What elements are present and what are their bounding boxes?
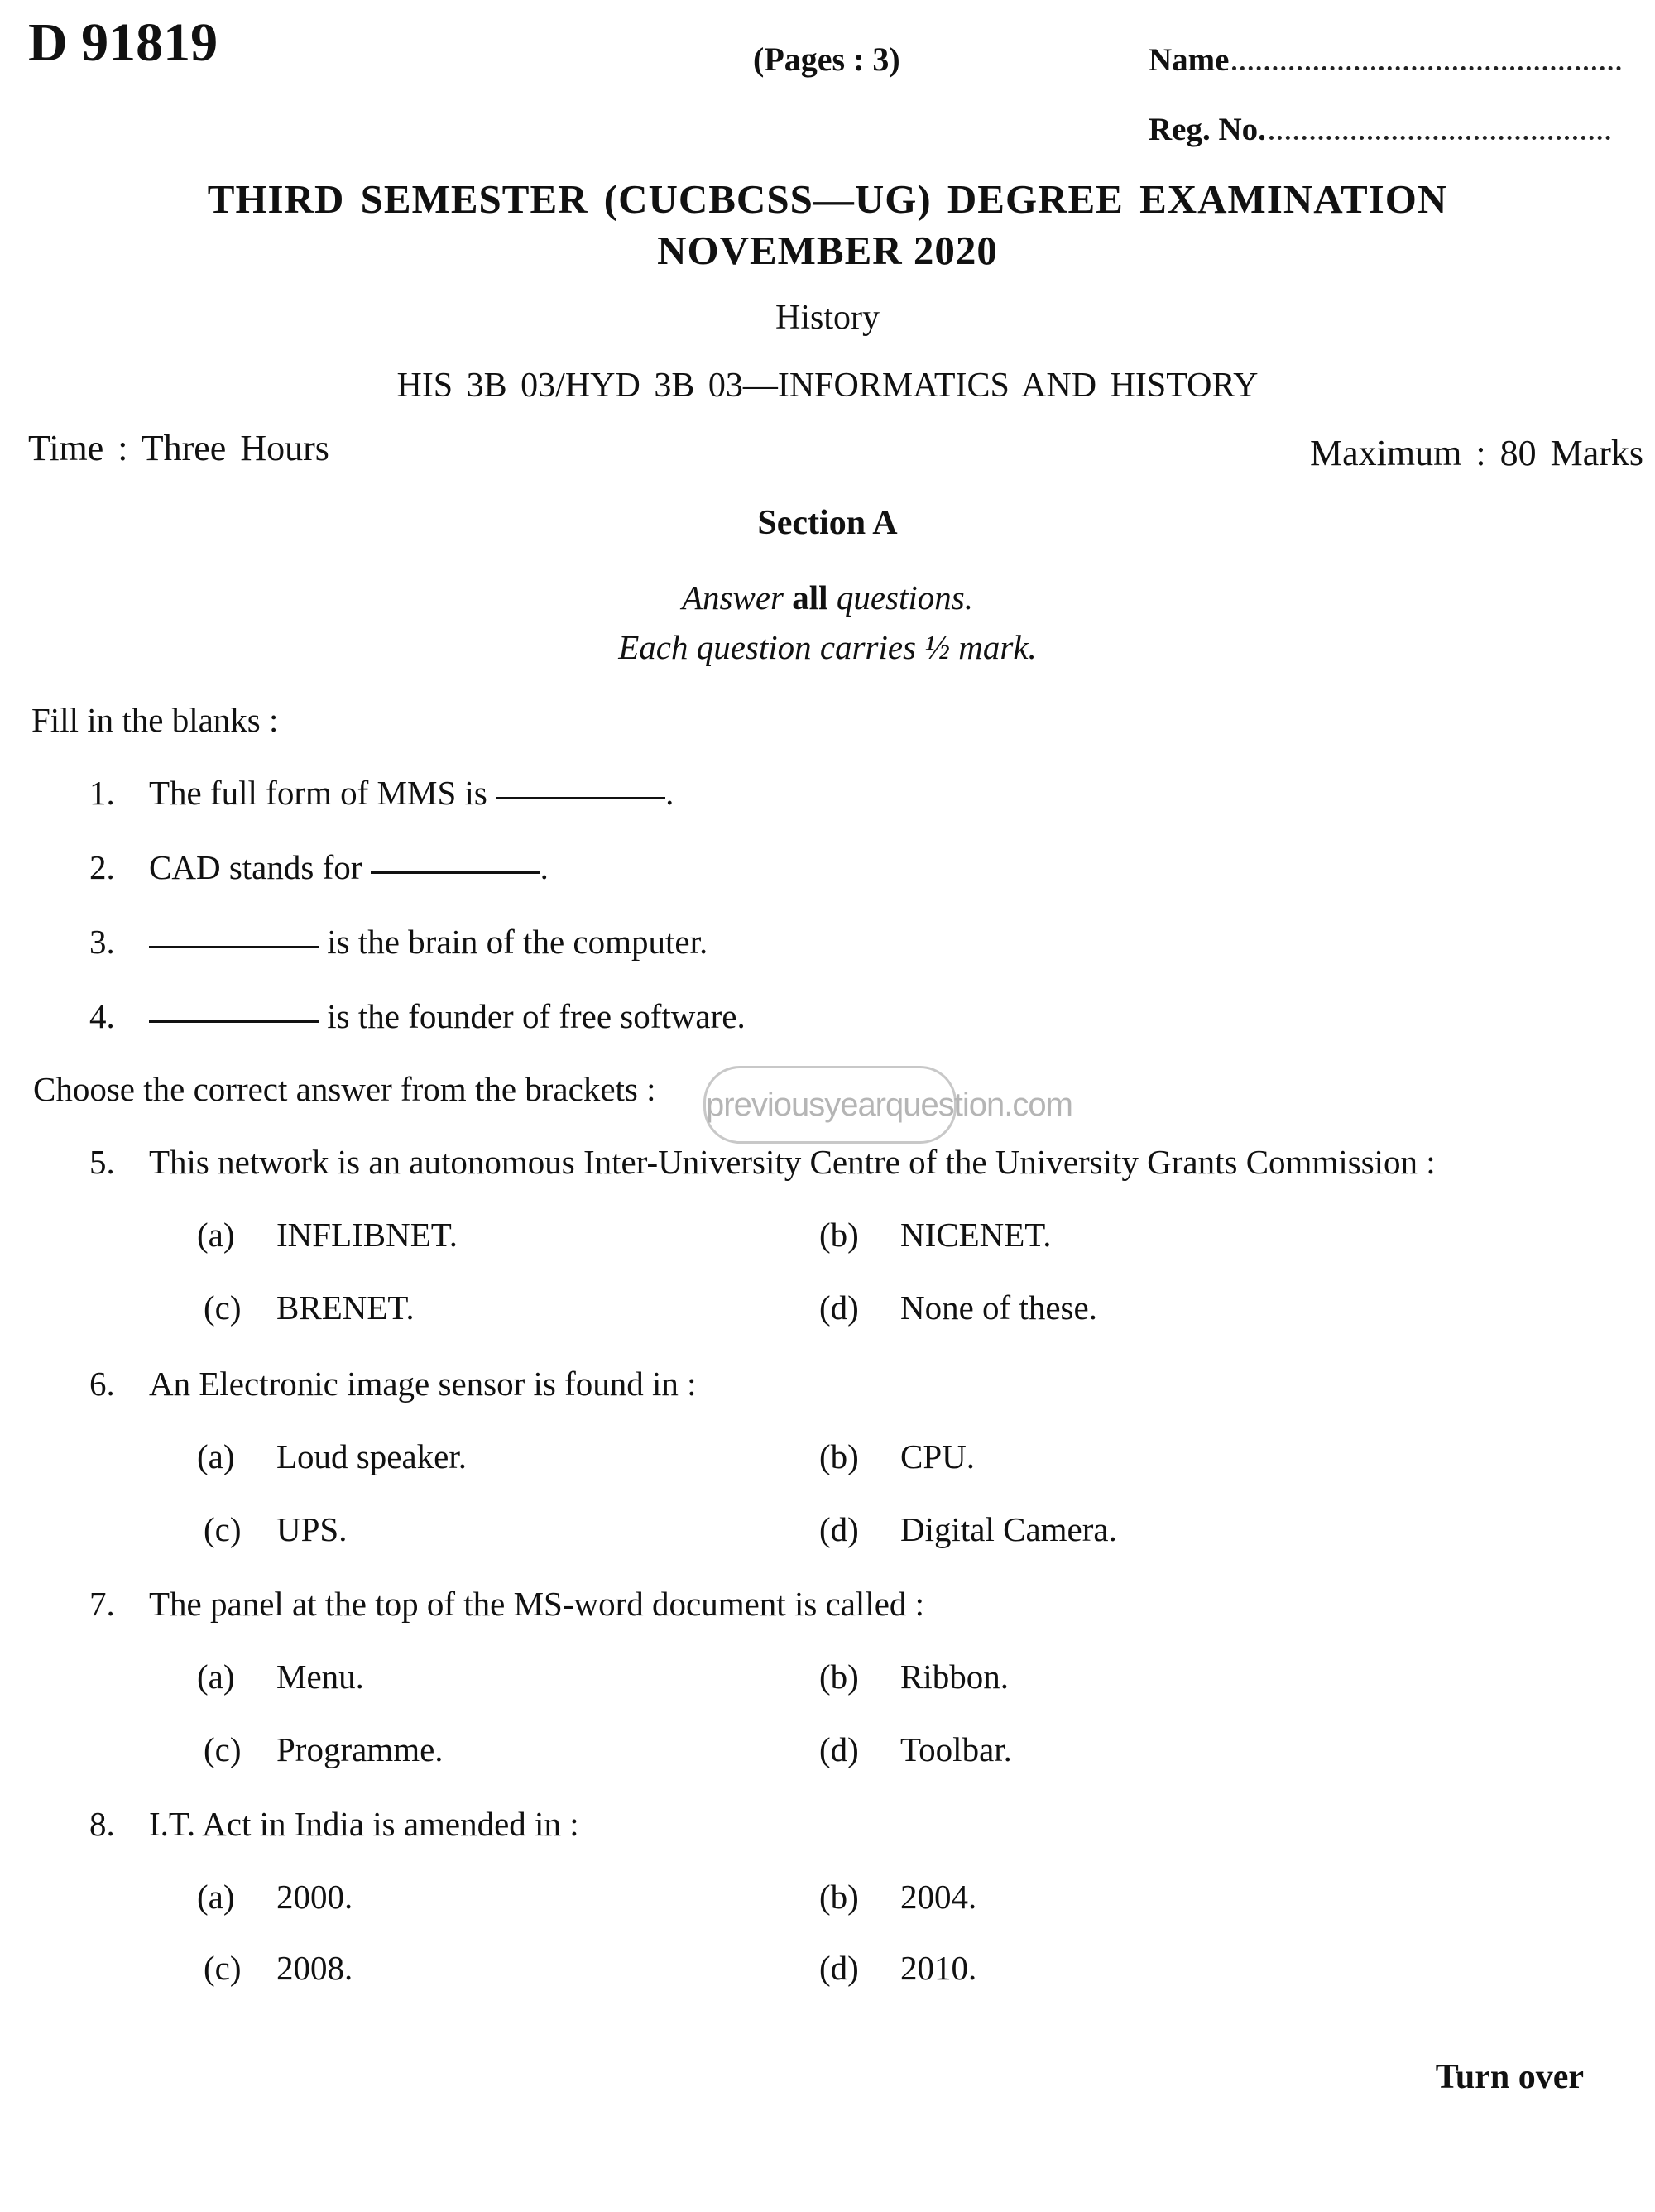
answer-blank [496,797,665,799]
paper-title: HIS 3B 03/HYD 3B 03—INFORMATICS AND HISTORY [396,367,1259,405]
instruction-answer [0,578,1655,617]
max-marks: Maximum : 80 Marks [1310,433,1643,473]
name-dotted-line [1232,66,1621,70]
choose-answer-heading: Choose the correct answer from the brackets : [33,1070,656,1108]
instruction-marks: Each question carries ½ mark. [618,628,1037,666]
question-number: 8. [89,1805,115,1843]
question-number: 2. [89,848,115,886]
question-text: The panel at the top of the MS-word document is called : [149,1585,925,1623]
instruction-answer-all: all [792,578,828,617]
question-text: is the brain of the computer. [149,922,708,962]
section-title: Section A [757,504,898,542]
exam-session: NOVEMBER 2020 [657,228,998,273]
question-number: 6. [89,1365,115,1403]
watermark-stamp: previousyearquestion.com [703,1066,957,1144]
question-number: 4. [89,997,115,1035]
question-text: The full form of MMS is . [149,774,674,812]
reg-no-field [1149,111,1610,148]
question-number: 7. [89,1585,115,1623]
question-text: An Electronic image sensor is found in : [149,1365,697,1403]
reg-no-label: Reg. No. [1149,112,1266,147]
fill-blanks-heading: Fill in the blanks : [31,701,279,739]
paper-code: D 91819 [28,12,218,73]
answer-blank [149,1020,319,1023]
instruction-answer-pre: Answer [682,578,793,617]
page-count: (Pages : 3) [753,41,900,78]
exam-title: THIRD SEMESTER (CUCBCSS—UG) DEGREE EXAMINATION [207,176,1448,222]
question-text: I.T. Act in India is amended in : [149,1805,579,1843]
exam-time: Time : Three Hours [28,428,329,468]
name-label: Name [1149,42,1230,78]
answer-blank [149,946,319,948]
question-number: 3. [89,923,115,961]
question-text: CAD stands for . [149,848,549,886]
answer-blank [371,871,540,874]
question-text: is the founder of free software. [149,996,746,1036]
subject: History [775,299,880,337]
question-number: 5. [89,1143,115,1181]
question-number: 1. [89,774,115,812]
question-text: This network is an autonomous Inter-University Centre of the University Grants Commission : [149,1143,1436,1181]
name-field [1149,41,1621,79]
turn-over: Turn over [1435,2058,1584,2096]
reg-no-dotted-line [1269,136,1610,140]
instruction-answer-post: questions. [828,578,973,617]
